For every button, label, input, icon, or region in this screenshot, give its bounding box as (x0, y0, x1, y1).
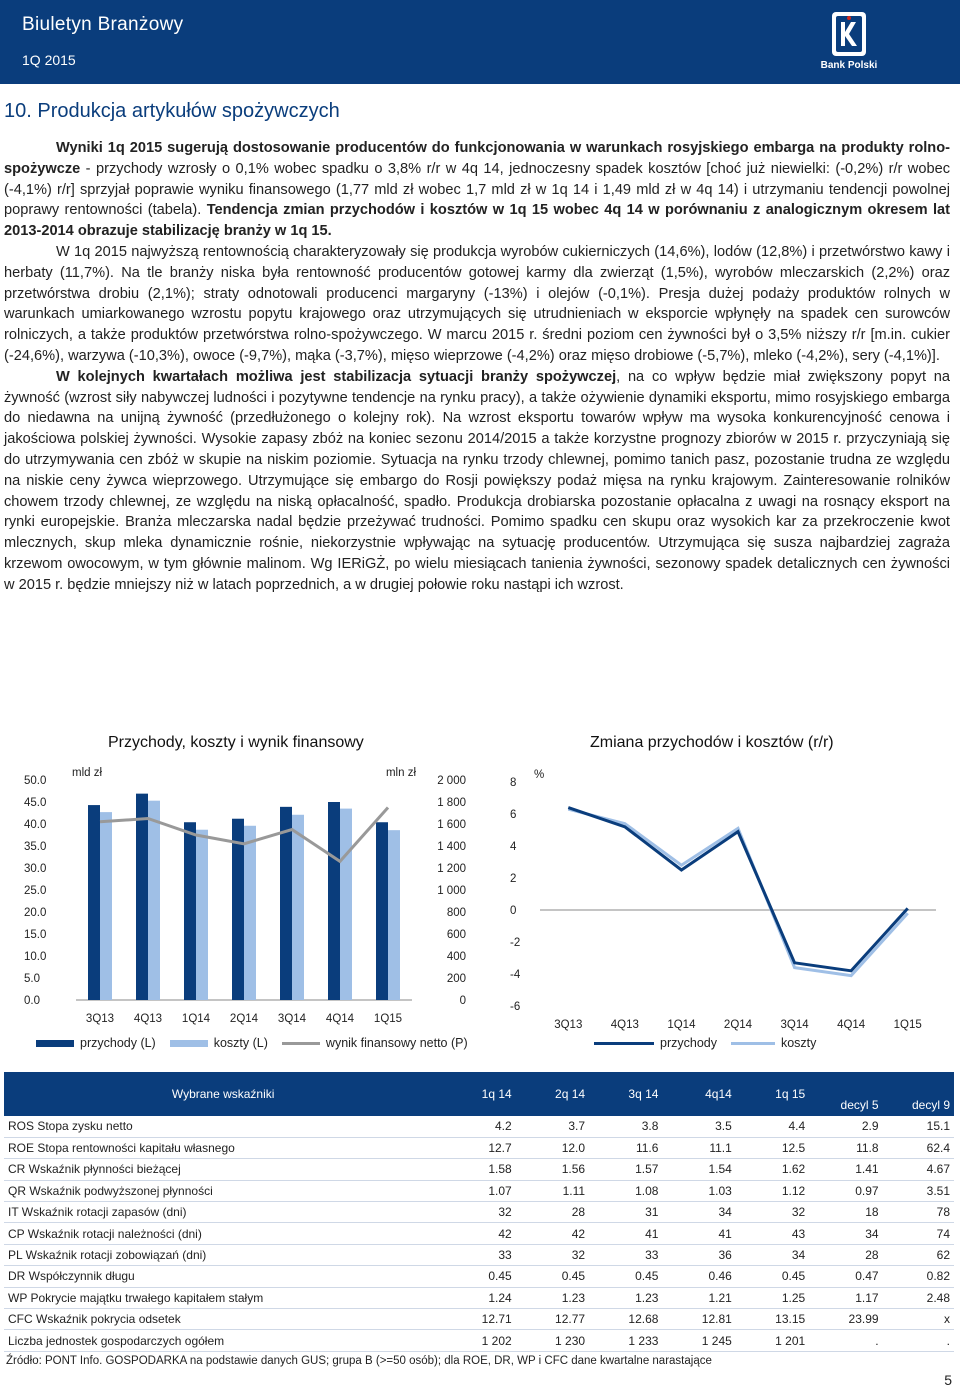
table-cell: 32 (516, 1244, 589, 1265)
chart1-xtick: 3Q14 (277, 1013, 307, 1025)
paragraph-1 (4, 138, 950, 242)
table-cell: 33 (589, 1244, 662, 1265)
chart2-title: Zmiana przychodów i kosztów (r/r) (590, 734, 834, 751)
table-cell: 12.71 (442, 1309, 515, 1330)
paragraph-1-bold: Tendencja zmian przychodów i kosztów w 1q 15 wobec 4q 14 w porównaniu z analogicznym okresem lat 2013-2014 obrazuje stabilizację branży w 1q 15. (4, 202, 950, 240)
chart1-legend-profit (282, 1036, 468, 1050)
table-header-row (4, 1072, 954, 1116)
table-header-6: decyl 5 (840, 1098, 879, 1112)
chart1-xtick: 3Q13 (85, 1013, 115, 1025)
bank-logo-icon (828, 12, 870, 56)
chart1-ytick-right: 1 400 (437, 841, 466, 853)
table-cell: 1.11 (516, 1180, 589, 1201)
chart2-legend-costs-swatch (731, 1042, 775, 1045)
table-cell: 4.2 (442, 1116, 515, 1137)
table-cell: 0.45 (516, 1266, 589, 1287)
table-row-label: PL Wskaźnik rotacji zobowiązań (dni) (4, 1244, 442, 1265)
table-cell: 1 233 (589, 1330, 662, 1351)
table-row-label: QR Wskaźnik podwyższonej płynności (4, 1180, 442, 1201)
chart2-legend-revenue-swatch (594, 1042, 654, 1045)
chart2-xtick: 3Q13 (554, 1019, 583, 1031)
bank-logo-text: Bank Polski (820, 60, 878, 71)
table-cell: 0.46 (662, 1266, 735, 1287)
table-header-7: decyl 9 (911, 1098, 950, 1112)
table-cell: 1.58 (442, 1159, 515, 1180)
chart1-ytick-right: 200 (446, 973, 466, 985)
chart1-bar-revenue (328, 802, 340, 1000)
chart1-ytick-right: 0 (459, 995, 466, 1007)
table-cell: 1.08 (589, 1180, 662, 1201)
source-note: Źródło: PONT Info. GOSPODARKA na podstawie danych GUS; grupa B (>=50 osób); dla ROE, DR, WP i CFC dane kwartalne narastające (6, 1355, 712, 1367)
table-cell: 62 (883, 1244, 954, 1265)
table-cell: 13.15 (736, 1309, 809, 1330)
table-cell: 32 (736, 1202, 809, 1223)
table-cell: 15.1 (883, 1116, 954, 1137)
chart2-ytick: -6 (510, 1001, 521, 1013)
table-row-label: IT Wskaźnik rotacji zapasów (dni) (4, 1202, 442, 1223)
chart1-bar-revenue (88, 805, 100, 1000)
chart1-ytick-right: 1 000 (437, 885, 466, 897)
chart1-legend-profit-label: wynik finansowy netto (P) (325, 1036, 468, 1050)
table-row (4, 1159, 954, 1180)
table-cell: 1.03 (662, 1180, 735, 1201)
table-cell: 42 (442, 1223, 515, 1244)
table-row-label: CFC Wskaźnik pokrycia odsetek (4, 1309, 442, 1330)
chart2-legend-revenue (594, 1036, 717, 1050)
table-cell: 11.1 (662, 1137, 735, 1158)
table-cell: 3.5 (662, 1116, 735, 1137)
table-row (4, 1137, 954, 1158)
bulletin-title: Biuletyn Branżowy (22, 14, 184, 35)
table-cell: 2.9 (809, 1116, 882, 1137)
table-header-2: 2q 14 (555, 1087, 586, 1101)
table-row-label: CR Wskaźnik płynności bieżącej (4, 1159, 442, 1180)
table-row (4, 1330, 954, 1351)
table-cell: 0.45 (736, 1266, 809, 1287)
table-cell: 1.24 (442, 1287, 515, 1308)
paragraph-3 (4, 367, 950, 596)
chart2-ytick: 4 (510, 841, 517, 853)
table-cell: 11.8 (809, 1137, 882, 1158)
table-cell: 0.82 (883, 1266, 954, 1287)
table-row (4, 1266, 954, 1287)
chart2-xtick: 1Q15 (893, 1019, 922, 1031)
table-cell: 1.62 (736, 1159, 809, 1180)
chart1-ytick-left: 45.0 (24, 797, 47, 809)
table-row-label: CP Wskaźnik rotacji należności (dni) (4, 1223, 442, 1244)
table-cell: 1.17 (809, 1287, 882, 1308)
chart1-legend-revenue-label: przychody (L) (80, 1036, 156, 1050)
table-header-4: 4q14 (705, 1087, 732, 1101)
paragraph-3-text: , na co wpływ będzie miał zwiększony popyt na żywność (wzrost siły nabywczej ludności i pozytywne tendencje na rynku pracy), a także ożywienie dynamiki eksportu, mimo rosyjskiego embarga do niedawna na unijną żywność (przedłużonego o kolejny rok). Na wzrost eksportu towarów wpływ ma wysoka konkurencyjność cenowa i jakościowa polskiej żywności. Wysokie zapasy zbóż na koniec sezonu 2014/2015 a także korzystne prognozy zbiorów w 2015 r. przyczyniają się do utrzymywania cen zbóż w skupie na niskim poziomie. Sytuacja na rynku trzody chlewnej, pomimo tanich pasz, pozostanie trudna ze względu na niskie ceny żywca wieprzowego. Utrzymujące się embargo do Rosji powiększy podaż mięsa na rynku krajowym. Zainteresowanie rolników chowem trzody chlewnej, ze względu na niską opłacalność, spadło. Produkcja drobiarska pozostanie opłacalna z uwagi na rosnący eksport na rynki europejskie. Branża mleczarska nadal będzie przeżywać trudności. Pomimo spadku cen skupu oraz wysokich kar za przekroczenie kwot mlecznych, skup mleka dynamicznie rośnie, niekorzystnie wpływając na sytuację producentów. Utrzymująca się susza najbardziej zagraża krzewom owocowym, w tym głównie malinom. Wg IERiGŻ, po wielu miesiącach tanienia żywności, sezonowy spadek detalicznych cen żywności w 2015 r. będzie mniejszy niż w latach poprzednich, a w drugiej połowie roku nastąpi ich wzrost. (4, 368, 950, 593)
table-cell: . (809, 1330, 882, 1351)
section-title: 10. Produkcja artykułów spożywczych (4, 100, 340, 122)
chart1-bar-costs (196, 830, 208, 1000)
chart2-xtick: 2Q14 (723, 1019, 753, 1031)
table-row (4, 1180, 954, 1201)
table-cell: 0.47 (809, 1266, 882, 1287)
page-number: 5 (944, 1372, 952, 1388)
chart2-ylabel: % (534, 769, 545, 781)
chart2-xtick: 4Q14 (837, 1019, 866, 1031)
table-cell: 43 (736, 1223, 809, 1244)
table-cell: 1 245 (662, 1330, 735, 1351)
table-cell: 18 (809, 1202, 882, 1223)
paragraph-2: W 1q 2015 najwyższą rentownością charakteryzowały się produkcja wyrobów cukierniczych (14,6%), lodów (12,8%) i przetwórstwo kawy i herbaty (11,7%). Na tle branży niska była rentowność producentów gotowej karmy dla zwierząt (1,5%), wyrobów mleczarskich (2,2%) oraz przetwórstwa drobiu (2,1%); straty odnotowali producenci margaryny (-13%) i olejów (-0,1%). Presja dużej podaży produktów rolnych w warunkach umiarkowanego wzrostu popytu krajowego oraz utrzymujących się utrudnieniach w eksporcie wpłynęły na spadek cen surowców rolniczych, a także produktów przetwórstwa rolno-spożywczego. W marcu 2015 r. średni poziom cen żywności był o 3,5% niższy r/r [m.in. cukier (-24,6%), warzywa (-10,3%), owoce (-9,7%), mąka (-3,7%), mięso wieprzowe (-4,2%) oraz mięso drobiowe (-5,7%), mleko (-4,2%), sery (-4,1%)]. (4, 243, 950, 364)
table-cell: 3.8 (589, 1116, 662, 1137)
table-cell: 1.12 (736, 1180, 809, 1201)
chart1-ytick-right: 400 (446, 951, 466, 963)
table-row-label: ROE Stopa rentowności kapitału własnego (4, 1137, 442, 1158)
chart2-xtick: 1Q14 (667, 1019, 696, 1031)
table-cell: 12.7 (442, 1137, 515, 1158)
chart2-ytick: 2 (510, 873, 517, 885)
table-cell: 0.45 (589, 1266, 662, 1287)
chart1-ytick-left: 5.0 (24, 973, 40, 985)
chart1-legend-costs (170, 1036, 268, 1050)
table-cell: 78 (883, 1202, 954, 1223)
chart1-bar-revenue (232, 819, 244, 1000)
table-cell: x (883, 1309, 954, 1330)
table-cell: 33 (442, 1244, 515, 1265)
table-cell: 34 (809, 1223, 882, 1244)
chart1-xtick: 1Q14 (181, 1013, 211, 1025)
table-cell: 1.23 (589, 1287, 662, 1308)
chart1-bar-costs (292, 815, 304, 1000)
chart1-bar-costs (340, 809, 352, 1000)
table-cell: 1 201 (736, 1330, 809, 1351)
table-cell: 12.5 (736, 1137, 809, 1158)
chart2-ytick: -2 (510, 937, 521, 949)
bulletin-period: 1Q 2015 (22, 52, 76, 68)
article-body (4, 138, 950, 596)
table-row-label: DR Współczynnik długu (4, 1266, 442, 1287)
chart2-legend (594, 1036, 830, 1050)
table-cell: 1.07 (442, 1180, 515, 1201)
table-cell: 28 (516, 1202, 589, 1223)
table-cell: 1.56 (516, 1159, 589, 1180)
chart1-bar-revenue (136, 794, 148, 1000)
table-cell: 3.7 (516, 1116, 589, 1137)
chart1-bar-costs (148, 801, 160, 1000)
chart2-yoy-change (496, 760, 946, 1040)
table-cell: 1.57 (589, 1159, 662, 1180)
table-cell: 42 (516, 1223, 589, 1244)
chart2-xtick: 3Q14 (780, 1019, 809, 1031)
chart1-ytick-left: 50.0 (24, 775, 47, 787)
table-cell: 1 230 (516, 1330, 589, 1351)
chart1-bar-revenue (376, 822, 388, 1000)
table-row (4, 1287, 954, 1308)
table-cell: 0.45 (442, 1266, 515, 1287)
table-cell: 36 (662, 1244, 735, 1265)
table-cell: 12.77 (516, 1309, 589, 1330)
chart1-ytick-left: 15.0 (24, 929, 47, 941)
chart2-line-revenue (568, 808, 907, 971)
chart2-legend-costs-label: koszty (780, 1036, 817, 1050)
chart2-ytick: 6 (510, 809, 517, 821)
table-cell: 34 (662, 1202, 735, 1223)
paragraph-1-text: - przychody wzrosły o 0,1% wobec spadku o 3,8% r/r w 4q 14, jednoczesny spadek kosztów [choć już niewielki: (-0,2%) r/r wobec (-4,1%) r/r] sprzyjał poprawie wyniku finansowego (1,77 mld zł wobec 1,7 mld zł w 1q 14 i 1,49 mld zł w 4q 14) i utrzymaniu tendencji powolnej poprawy rentowności (tabela). (4, 160, 950, 219)
table-cell: 32 (442, 1202, 515, 1223)
table-cell: 1.41 (809, 1159, 882, 1180)
chart1-bar-revenue (280, 807, 292, 1000)
chart1-ytick-right: 1 600 (437, 819, 466, 831)
chart1-legend-costs-swatch (170, 1040, 208, 1047)
table-cell: 34 (736, 1244, 809, 1265)
table-cell: 74 (883, 1223, 954, 1244)
table-row (4, 1223, 954, 1244)
chart1-xtick: 2Q14 (229, 1013, 259, 1025)
chart1-ytick-left: 0.0 (24, 995, 40, 1007)
table-cell: 2.48 (883, 1287, 954, 1308)
table-row (4, 1202, 954, 1223)
table-row-label: Liczba jednostek gospodarczych ogółem (4, 1330, 442, 1351)
chart1-ytick-right: 600 (446, 929, 466, 941)
table-cell: 12.0 (516, 1137, 589, 1158)
table-cell: 1.25 (736, 1287, 809, 1308)
table-cell: 41 (662, 1223, 735, 1244)
chart2-ytick: 0 (510, 905, 517, 917)
table-header-0: Wybrane wskaźniki (171, 1087, 275, 1101)
table-cell: 12.68 (589, 1309, 662, 1330)
table-cell: 4.4 (736, 1116, 809, 1137)
table-header-1: 1q 14 (481, 1087, 512, 1101)
chart1-ytick-right: 800 (446, 907, 466, 919)
header-bar (0, 0, 960, 84)
chart1-legend-revenue (36, 1036, 156, 1050)
chart1-xtick: 4Q14 (325, 1013, 355, 1025)
chart1-title: Przychody, koszty i wynik finansowy (108, 734, 364, 751)
chart1-ytick-right: 1 200 (437, 863, 466, 875)
chart1-legend (36, 1036, 482, 1050)
paragraph-1-lead: Wyniki 1q 2015 sugerują dostosowanie producentów do funkcjonowania w warunkach rosyjskiego embarga na produkty rolno-spożywcze (4, 140, 950, 177)
chart1-legend-costs-label: koszty (L) (213, 1036, 268, 1050)
chart1-legend-profit-swatch (282, 1042, 320, 1045)
chart1-ylabel-right: mln zł (385, 767, 416, 779)
table-cell: 12.81 (662, 1309, 735, 1330)
chart2-xtick: 4Q13 (610, 1019, 639, 1031)
chart1-ytick-left: 10.0 (24, 951, 47, 963)
chart2-ytick: 8 (510, 777, 517, 789)
chart1-xtick: 1Q15 (373, 1013, 403, 1025)
table-row (4, 1244, 954, 1265)
table-cell: 23.99 (809, 1309, 882, 1330)
table-cell: 1.21 (662, 1287, 735, 1308)
chart1-bar-costs (388, 830, 400, 1000)
table-cell: 11.6 (589, 1137, 662, 1158)
table-header-3: 3q 14 (628, 1087, 659, 1101)
chart1-xtick: 4Q13 (133, 1013, 163, 1025)
table-row (4, 1116, 954, 1137)
bank-logo (818, 12, 880, 76)
chart1-bar-costs (100, 812, 112, 1000)
table-cell: 28 (809, 1244, 882, 1265)
table-row-label: ROS Stopa zysku netto (4, 1116, 442, 1137)
chart1-ytick-left: 35.0 (24, 841, 47, 853)
chart1-bar-costs (244, 826, 256, 1000)
table-header-5: 1q 15 (775, 1087, 806, 1101)
chart1-revenue-costs-profit (20, 760, 490, 1040)
chart1-legend-revenue-swatch (36, 1040, 74, 1047)
table-cell: 0.97 (809, 1180, 882, 1201)
chart1-ytick-left: 25.0 (24, 885, 47, 897)
table-cell: 1 202 (442, 1330, 515, 1351)
chart1-bar-revenue (184, 822, 196, 1000)
table-row (4, 1309, 954, 1330)
table-cell: . (883, 1330, 954, 1351)
table-cell: 3.51 (883, 1180, 954, 1201)
table-cell: 1.54 (662, 1159, 735, 1180)
indicators-table (4, 1072, 954, 1352)
table-cell: 1.23 (516, 1287, 589, 1308)
table-cell: 62.4 (883, 1137, 954, 1158)
chart2-legend-costs (731, 1036, 816, 1050)
chart1-ytick-left: 40.0 (24, 819, 47, 831)
chart1-ylabel-left: mld zł (72, 767, 103, 779)
table-cell: 31 (589, 1202, 662, 1223)
table-cell: 41 (589, 1223, 662, 1244)
chart1-ytick-right: 1 800 (437, 797, 466, 809)
table-row-label: WP Pokrycie majątku trwałego kapitałem stałym (4, 1287, 442, 1308)
chart1-ytick-left: 30.0 (24, 863, 47, 875)
table-cell: 4.67 (883, 1159, 954, 1180)
chart1-ytick-left: 20.0 (24, 907, 47, 919)
chart1-ytick-right: 2 000 (437, 775, 466, 787)
chart2-ytick: -4 (510, 969, 521, 981)
paragraph-3-lead: W kolejnych kwartałach możliwa jest stabilizacja sytuacji branży spożywczej (56, 368, 617, 385)
chart2-legend-revenue-label: przychody (660, 1036, 717, 1050)
